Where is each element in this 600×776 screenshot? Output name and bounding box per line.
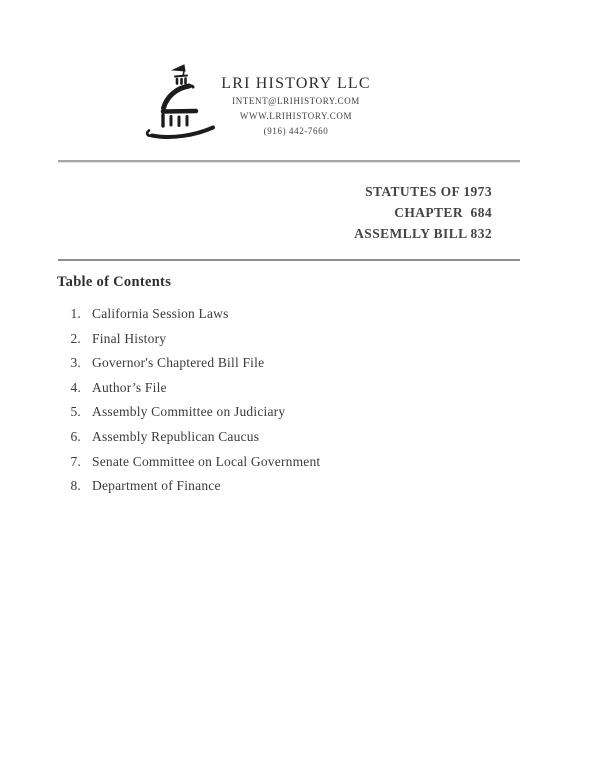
- toc-item-label: California Session Laws: [92, 306, 229, 321]
- divider-middle: [58, 259, 520, 261]
- toc-item-number: 7.: [70, 453, 81, 469]
- toc-item: [68, 356, 488, 370]
- toc-item-label: Author’s File: [92, 379, 167, 395]
- toc-item-number: 6.: [70, 428, 81, 444]
- toc-title: Table of Contents: [57, 274, 172, 290]
- toc-item: [68, 381, 488, 395]
- toc-item: [68, 307, 488, 321]
- company-email: INTENT@LRIHISTORY.COM: [232, 96, 360, 106]
- toc-item-label: Assembly Committee on Judiciary: [92, 404, 286, 420]
- toc-item-label: Senate Committee on Local Government: [92, 453, 321, 469]
- statute-reference-block: [240, 181, 492, 244]
- toc-item: [68, 430, 488, 444]
- company-phone: (916) 442-7660: [263, 126, 329, 136]
- toc-item-number: 2.: [70, 330, 81, 346]
- toc-item-label: Governor's Chaptered Bill File: [92, 355, 265, 371]
- company-name: LRI HISTORY LLC: [221, 75, 371, 92]
- toc-item-number: 3.: [70, 355, 81, 371]
- statutes-year-line: STATUTES OF 1973: [365, 184, 492, 199]
- toc-item-number: 4.: [70, 379, 81, 395]
- toc-item-number: 1.: [70, 306, 81, 321]
- toc-list: [68, 307, 488, 504]
- company-website: WWW.LRIHISTORY.COM: [239, 111, 353, 121]
- assembly-bill-line: ASSEMLLY BILL 832: [354, 226, 492, 241]
- toc-item: [68, 405, 488, 419]
- toc-item-number: 8.: [70, 478, 81, 494]
- toc-item: [68, 332, 488, 346]
- divider-top: [58, 160, 520, 162]
- toc-item-label: Department of Finance: [92, 478, 221, 494]
- chapter-line: CHAPTER 684: [394, 205, 492, 220]
- toc-item: [68, 455, 488, 469]
- letterhead: [146, 73, 446, 139]
- toc-item: [68, 479, 488, 493]
- toc-item-label: Assembly Republican Caucus: [92, 428, 260, 444]
- toc-item-number: 5.: [70, 404, 81, 420]
- toc-item-label: Final History: [92, 330, 167, 346]
